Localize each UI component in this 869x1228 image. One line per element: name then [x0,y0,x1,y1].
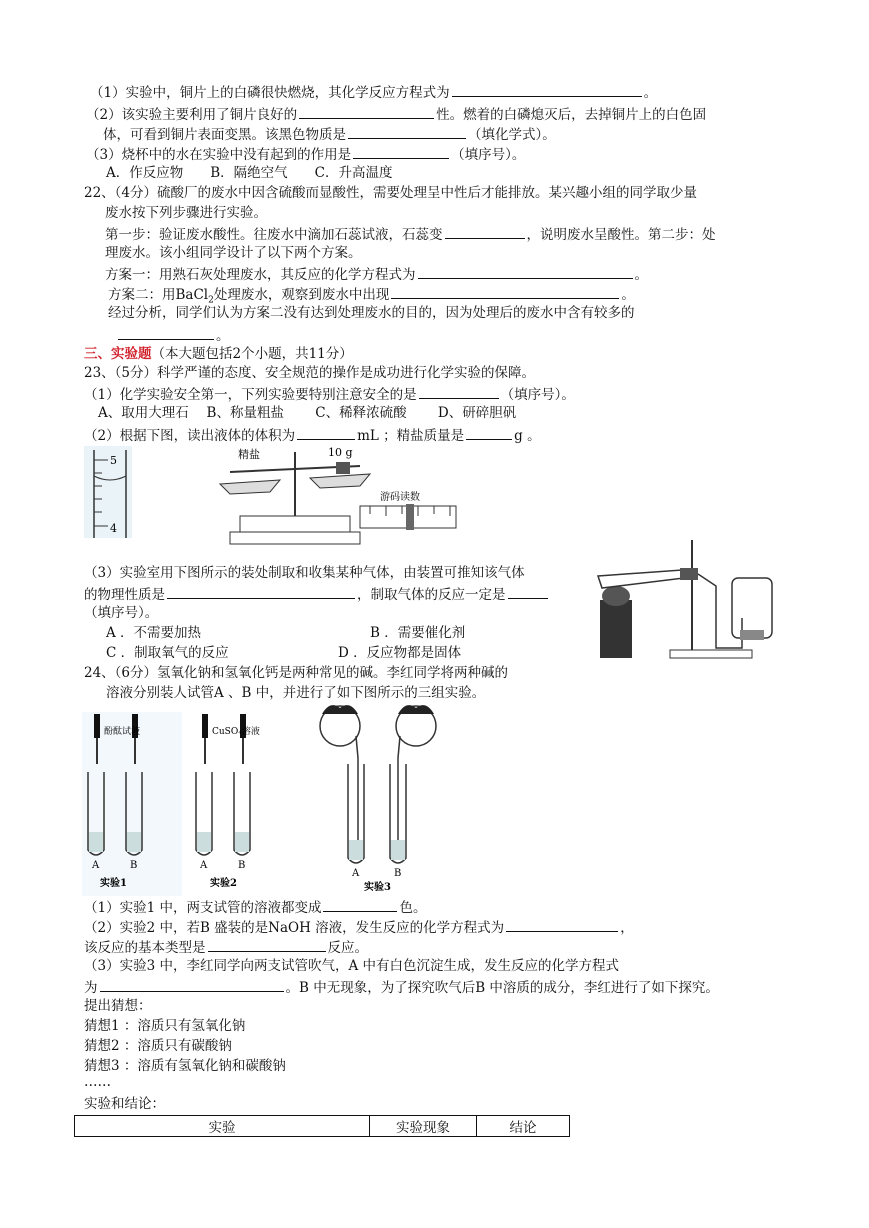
q23-option-a: A ．不需要加热 [106,625,202,641]
q24-q2 [84,917,634,938]
tube-b-label: B [394,868,402,879]
q24-q2b: ， [620,920,634,936]
answer-blank[interactable] [466,425,512,440]
ellipsis: …… [84,1074,111,1090]
q23-option-b: B ．需要催化剂 [370,625,466,641]
q23-line4 [84,425,541,446]
answer-blank[interactable] [297,425,355,440]
subscript: 2 [208,295,214,306]
q24-q1 [84,897,426,918]
q23-l6a: 的物理性质是 [84,587,165,603]
experiment-2-label: 实验2 [210,878,237,889]
q21-line2 [86,104,706,125]
answer-blank[interactable] [323,897,397,912]
q21-s2c: 体，可看到铜片表面变黑。该黑色物质是 [103,127,346,143]
q21-line4 [86,144,525,165]
answer-blank[interactable] [418,264,633,279]
q24-q1a: （1）实验1 中，两支试管的溶液都变成 [84,900,322,916]
q24-line1: 24、（6分）氢氧化钠和氢氧化钙是两种常见的碱。李红同学将两种碱的 [84,665,509,681]
gas-collection-apparatus-figure [592,538,788,666]
q23-option-d: D ．反应物都是固体 [338,645,462,661]
experiment-3-figure [310,700,446,896]
answer-blank[interactable] [391,284,619,299]
answer-blank[interactable] [353,144,449,159]
q24-line2: 溶液分别装人试管A 、B 中，并进行了如下图所示的三组实验。 [106,685,486,701]
q23-l4a: （2）根据下图，读出液体的体积为 [84,428,296,444]
table-header-cell: 结论 [477,1116,570,1137]
q21-s3b: （填序号）。 [451,147,526,163]
q21-line1 [90,82,657,103]
experiment-1-figure [82,712,182,896]
q22-line7: 经过分析，同学们认为方案二没有达到处理废水的目的，因为处理后的废水中含有较多的 [108,305,635,321]
answer-blank[interactable] [118,325,214,340]
answer-blank[interactable] [167,584,355,599]
experiment-conclusion-title: 实验和结论： [84,1096,165,1112]
q22-line5 [105,264,648,285]
q23-line7: （填序号）。 [84,605,159,621]
fine-salt-label: 精盐 [238,448,260,461]
q22-l6a: 方案二：用BaCl [108,287,209,303]
answer-blank[interactable] [208,937,326,952]
answer-blank[interactable] [445,224,525,239]
q21-s3: （3）烧杯中的水在实验中没有起到的作用是 [86,147,352,163]
answer-blank[interactable] [100,977,284,992]
q24-q2c: 该反应的基本类型是 [84,940,206,956]
copper-sulfate-label: CuSO₄溶液 [212,727,260,737]
q23-l6b: ，制取气体的反应一定是 [357,587,506,603]
q21-s2b: 性。燃着的白磷熄灭后，去掉铜片上的白色固 [436,107,707,123]
q23-l2a: （1）化学实验安全第一，下列实验要特别注意安全的是 [84,387,417,403]
q23-l4c: g 。 [514,428,541,444]
q24-q3-line2 [84,977,719,998]
q23-options: A、取用大理石 B、称量粗盐 C、稀释浓硫酸 D、研碎胆矾 [98,405,517,421]
q21-s2d: （填化学式）。 [468,127,556,143]
q22-line1: 22、（4分）硫酸厂的废水中因含硫酸而显酸性，需要处理呈中性后才能排放。某兴趣小组的同学取少量 [84,185,698,201]
guess-1: 猜想1 ：溶质只有氢氧化钠 [84,1018,246,1034]
q23-l4b: mL ；精盐质量是 [357,428,465,444]
answer-blank[interactable] [419,384,499,399]
answer-blank[interactable] [506,917,618,932]
answer-blank[interactable] [299,104,434,119]
punct: 。 [643,85,658,101]
table-header-cell: 实验现象 [370,1116,477,1137]
phenolphthalein-label: 酚酞试液 [104,727,141,737]
q23-option-c: C ．制取氧气的反应 [106,645,229,661]
experiment-3-label: 实验3 [364,882,391,893]
q24-q3: （3）实验3 中，李红同学向两支试管吹气，A 中有白色沉淀生成，发生反应的化学方程式 [84,958,620,974]
q24-q1b: 色。 [399,900,427,916]
q24-q3c: 。B 中无现象，为了探究吹气后B 中溶质的成分，李红进行了如下探究。 [285,980,719,996]
answer-blank[interactable] [452,82,642,97]
punct: 。 [216,328,230,344]
q21-s1: （1）实验中，铜片上的白磷很快燃烧，其化学反应方程式为 [90,85,450,101]
rider-reading-label: 游码读数 [380,492,420,503]
table-header-cell: 实验 [75,1116,370,1137]
q22-l3b: ，说明废水呈酸性。第二步：处 [526,227,716,243]
q22-line8 [116,325,230,346]
q21-options: A．作反应物 B．隔绝空气 C．升高温度 [106,165,393,181]
graduated-cylinder-figure [84,446,132,538]
weight-label: 10 g [328,446,353,459]
section-title: 三、实验题 [84,346,152,362]
q22-l5: 方案一：用熟石灰处理废水，其反应的化学方程式为 [105,267,416,283]
answer-blank[interactable] [508,584,548,599]
guess-3: 猜想3 ：溶质有氢氧化钠和碳酸钠 [84,1058,286,1074]
q24-q3b: 为 [84,980,98,996]
section-3-header [84,345,353,364]
q21-line3 [103,124,556,145]
table-header-row [75,1116,570,1137]
experiment-1-label: 实验1 [100,878,127,889]
q22-line3 [105,224,716,245]
q22-l3a: 第一步：验证废水酸性。往废水中滴加石蕊试液，石蕊变 [105,227,443,243]
tube-b-label: B [238,860,246,871]
cylinder-mark-5: 5 [110,454,117,467]
q23-line5: （3）实验室用下图所示的装处制取和收集某种气体，由装置可推知该气体 [84,565,525,581]
balance-scale-figure [210,444,460,549]
q23-line6 [84,584,550,605]
guess-title: 提出猜想： [84,998,152,1014]
tube-a-label: A [200,860,208,871]
cylinder-mark-4: 4 [110,522,117,535]
q24-q2a: （2）实验2 中，若B 盛装的是NaOH 溶液，发生反应的化学方程式为 [84,920,505,936]
experiment-table [74,1115,570,1137]
punct: 。 [621,287,635,303]
q21-s2: （2）该实验主要利用了铜片良好的 [86,107,298,123]
q23-line1: 23、（5分）科学严谨的态度、安全规范的操作是成功进行化学实验的保障。 [84,365,536,381]
tube-a-label: A [92,860,100,871]
guess-2: 猜想2 ：溶质只有碳酸钠 [84,1038,232,1054]
answer-blank[interactable] [348,124,466,139]
tube-b-label: B [130,860,138,871]
section-desc: （本大题包括2个小题，共11分） [151,346,353,362]
q22-line2: 废水按下列步骤进行实验。 [105,205,267,221]
q23-l2b: （填序号）。 [500,387,575,403]
q24-q2d: 反应。 [327,940,368,956]
q22-line4: 理废水。该小组同学设计了以下两个方案。 [105,245,362,261]
q23-line2 [84,384,575,405]
tube-a-label: A [352,868,360,879]
punct: 。 [634,267,648,283]
q24-q2-line2 [84,937,368,958]
experiment-2-figure [192,712,292,896]
q22-l6b: 处理废水，观察到废水中出现 [213,287,390,303]
